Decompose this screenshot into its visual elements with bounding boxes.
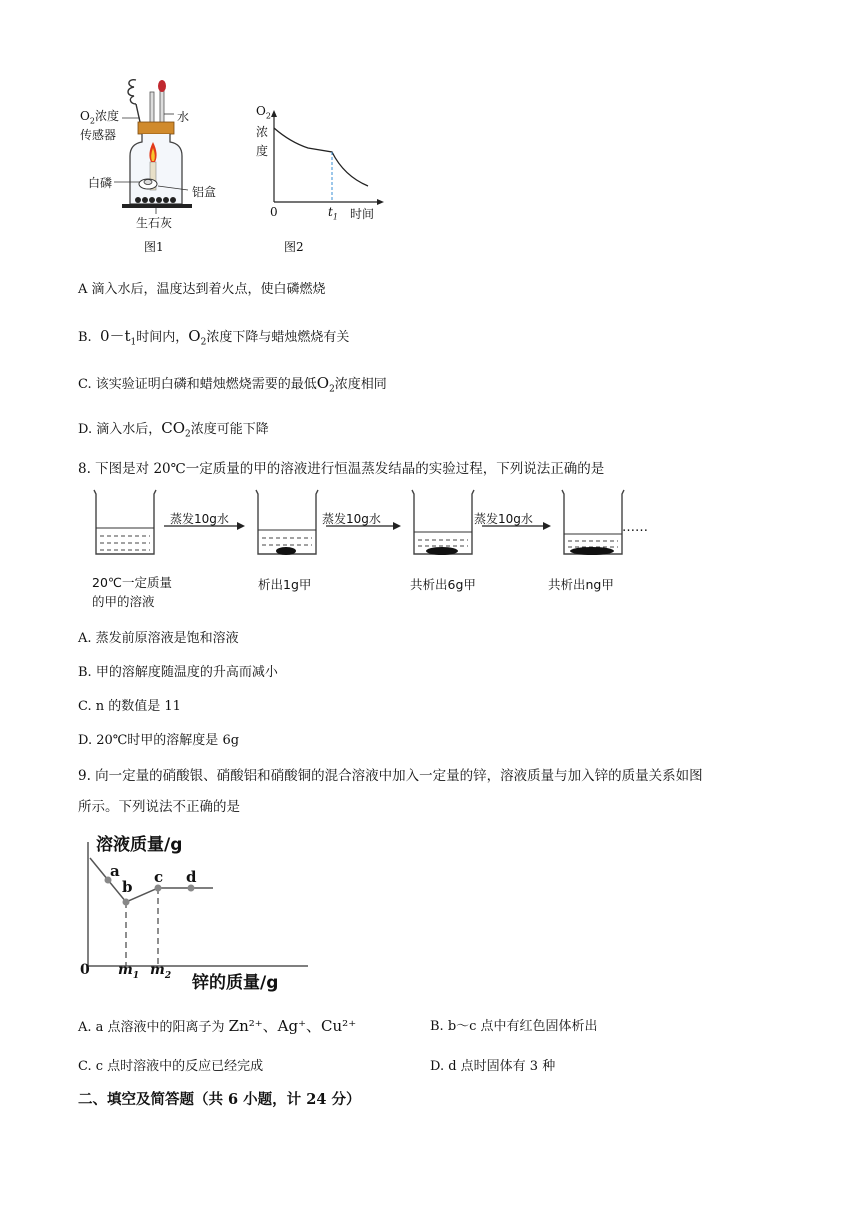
fig2-y-label-o2: $O_2$ [256,104,271,121]
q8-option-b: B. 甲的溶解度随温度的升高而减小 [78,665,278,680]
figure1-caption: 图1 [144,240,164,254]
o2-curve-line [274,128,368,186]
q9-option-d: D. d 点时固体有 3 种 [430,1059,556,1074]
fig2-y-label-nong: 浓 [256,125,269,139]
sensor-label: 传感器 [80,128,117,142]
o2-sensor-label: $O_2$浓度 [80,109,119,126]
beaker2-label: 析出1g甲 [258,577,312,592]
q7-option-d: D. 滴入水后，$CO_2$浓度可能下降 [78,419,269,440]
q9-m1-label: $m_1$ [118,962,140,981]
q8-stem: 8. 下图是对 20℃一定质量的甲的溶液进行恒温蒸发结晶的实验过程，下列说法正确的是 [78,461,605,477]
aluminum-box-label: 铝盒 [192,185,217,199]
arrow-label-1: 蒸发10g水 [170,512,229,526]
q9-point-d-label: d [186,868,197,886]
beaker-4 [562,490,624,555]
figure2-caption: 图2 [284,240,304,254]
q9-option-a: A. a 点溶液中的阳离子为 Zn²⁺、Ag⁺、Cu²⁺ [78,1017,357,1035]
water-label: 水 [177,110,190,124]
q9-stem-line1: 9. 向一定量的硝酸银、硝酸铝和硝酸铜的混合溶液中加入一定量的锌，溶液质量与加入锌的质量关系如图 [78,768,703,784]
arrow-label-3: 蒸发10g水 [474,512,533,526]
q9-option-c: C. c 点时溶液中的反应已经完成 [78,1059,264,1074]
q9-stem-line2: 所示。下列说法不正确的是 [78,799,240,815]
fig2-y-label-du: 度 [256,144,269,158]
beaker-3 [412,490,474,555]
q7-option-c: C. 该实验证明白磷和蜡烛燃烧需要的最低$O_2$浓度相同 [78,374,387,395]
quicklime-label: 生石灰 [136,216,173,230]
q8-option-a: A. 蒸发前原溶液是饱和溶液 [78,631,239,646]
beaker1-label-line2: 的甲的溶液 [92,594,155,609]
ellipsis: …… [622,520,648,535]
q9-x-label: 锌的质量/g [192,973,279,993]
fig2-x-label: 时间 [350,207,375,221]
q9-point-b-label: b [122,878,133,896]
arrow-label-2: 蒸发10g水 [322,512,381,526]
q9-origin: 0 [80,962,90,978]
q7-option-b: B. $0-t_1$时间内，$O_2$浓度下降与蜡烛燃烧有关 [78,327,350,348]
figure2-o2-curve [268,110,388,210]
beaker1-label-line1: 20℃一定质量 [92,575,172,590]
q7-option-a: A 滴入水后，温度达到着火点，使白磷燃烧 [78,282,326,297]
beaker3-label: 共析出6g甲 [410,577,476,592]
q9-point-a-label: a [110,862,120,880]
q9-y-label: 溶液质量/g [96,835,183,855]
fig2-t1-label: $t_1$ [328,205,338,222]
q8-option-c: C. n 的数值是 11 [78,699,181,714]
white-phosphorus-label: 白磷 [88,176,113,190]
section2-title: 二、填空及简答题（共 6 小题，计 24 分） [78,1091,361,1108]
point-b [123,899,130,906]
beaker-2 [256,490,318,555]
q9-option-b: B. b～c 点中有红色固体析出 [430,1019,598,1034]
q9-m2-label: $m_2$ [150,962,172,981]
fig2-origin: 0 [270,205,278,219]
beaker4-label: 共析出ng甲 [548,577,614,592]
q8-option-d: D. 20℃时甲的溶解度是 6g [78,733,240,748]
beaker-1 [94,490,156,554]
q9-point-c-label: c [154,868,164,886]
